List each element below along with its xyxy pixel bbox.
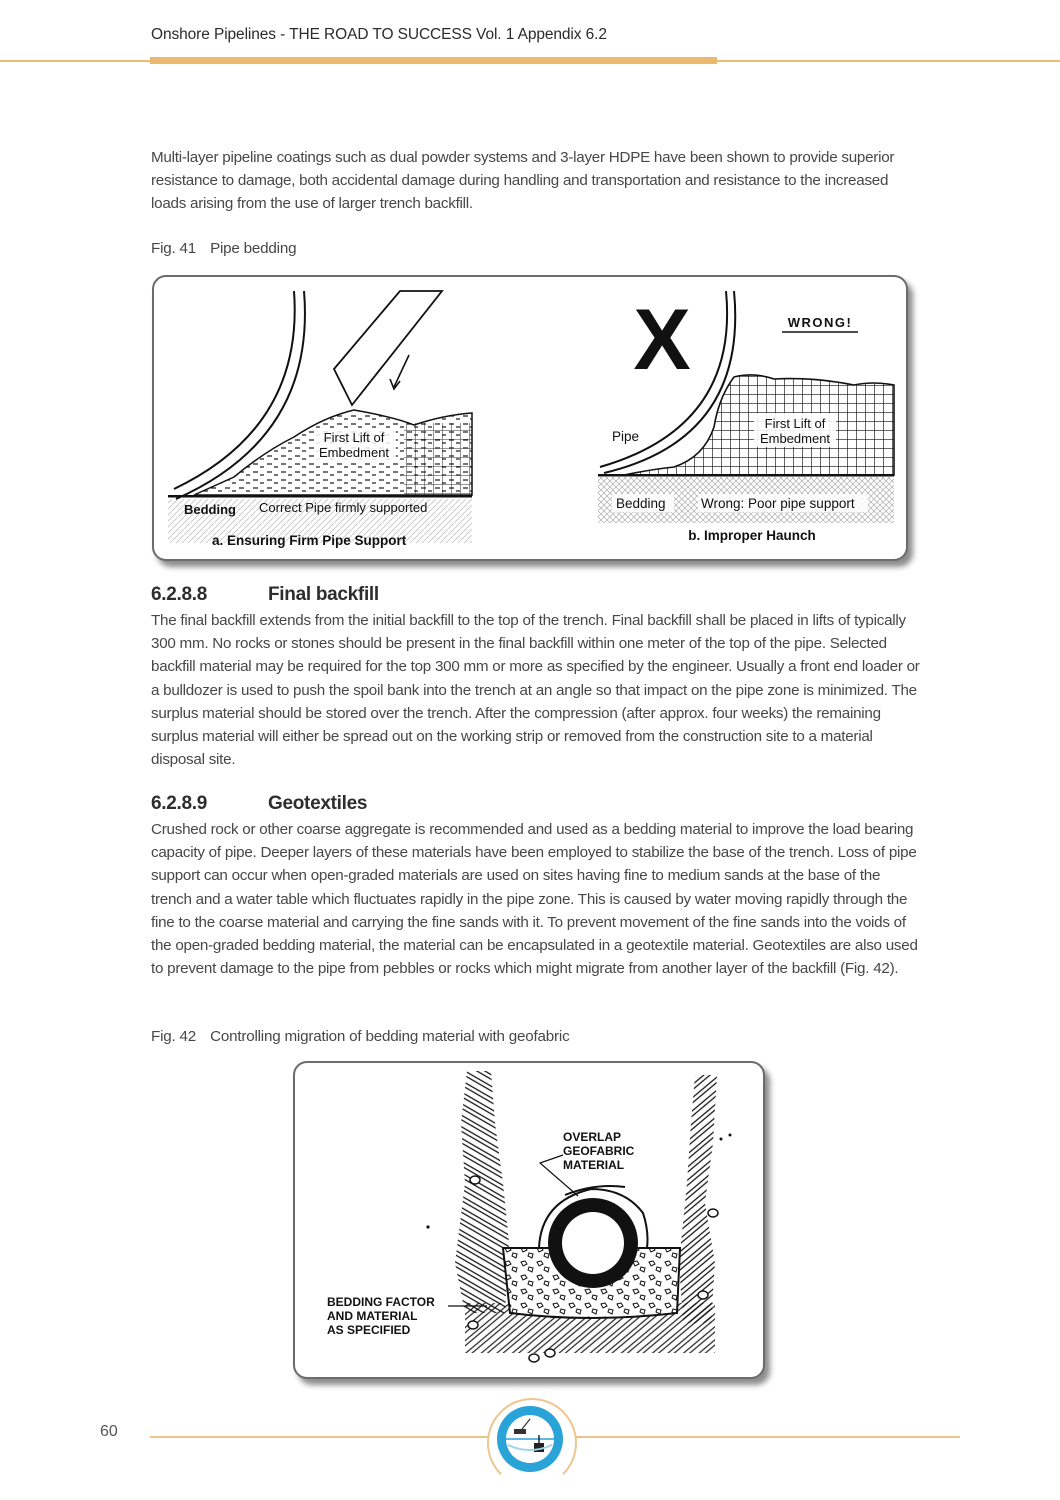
final-backfill-body: The final backfill extends from the initial backfill to the top of the trench. Final backfill shall be placed in lifts of typically 300 mm. No rocks or stones should be present in the final backfill within one meter of the top of the pipe. Selected backfill material may be required for the top 300 mm or more as specified by the engineer. Usually a front end loader or a bulldozer is used to push the spoil bank into the trench at an angle so that impact on the pipe zone is minimized. The surplus material should be stored over the trench. After the compression (after approx. four weeks) the remaining surplus material will either be spread out on the working strip or removed from the construction site to a material disposal site.: [151, 612, 920, 769]
svg-text:MATERIAL: MATERIAL: [563, 1158, 625, 1172]
wrong-x-mark: X: [633, 292, 691, 388]
panel-b-bedding-label: Bedding: [616, 496, 666, 511]
geofabric-trench-illustration: [295, 1063, 763, 1377]
panel-a-support-label: Correct Pipe firmly supported: [259, 500, 428, 515]
section-title: Final backfill: [268, 584, 379, 605]
panel-a-bedding-label: Bedding: [184, 502, 236, 517]
figure-41-pipe-bedding: [152, 275, 908, 561]
panel-b-embedment-label: First Lift of: [764, 416, 826, 431]
svg-text:AND MATERIAL: AND MATERIAL: [327, 1309, 418, 1323]
section-number: 6.2.8.9: [151, 793, 208, 814]
figure-42-caption: [151, 1028, 569, 1045]
geotextiles-body: Crushed rock or other coarse aggregate is recommended and used as a bedding material to improve the load bearing capacity of pipe. Deeper layers of these materials have been employed to stabilize the base of the trench. Loss of pipe support can occur when open-graded materials are used on sites having fine to medium sands at the base of the trench and a water table which fluctuates rapidly in the pipe zone. This is caused by water moving rapidly through the fine to the coarse material and carrying the fine sands with it. To prevent movement of the fine sands into the voids of the open-graded bedding material, the material can be encapsulated in a geotextile material. Geotextiles are also used to prevent damage to the pipe from pebbles or rocks which might migrate from another layer of the backfill (Fig. 42).: [151, 821, 918, 978]
pipe-bedding-illustration: [154, 277, 906, 559]
panel-a-title: a. Ensuring Firm Pipe Support: [212, 533, 407, 548]
wrong-label: WRONG!: [787, 315, 853, 330]
bedding-factor-label: BEDDING FACTOR: [327, 1295, 435, 1309]
section-heading-geotextiles: [151, 793, 367, 815]
intro-paragraph: Multi-layer pipeline coatings such as dual powder systems and 3-layer HDPE have been shown to provide superior resistance to damage, both accidental damage during handling and transportation and resistance to the increased loads arising from the use of larger trench backfill.: [151, 149, 895, 213]
svg-text:GEOFABRIC: GEOFABRIC: [563, 1144, 635, 1158]
figure-caption-text: Controlling migration of bedding material with geofabric: [210, 1028, 570, 1045]
figure-number: Fig. 41: [151, 240, 197, 257]
figure-caption-text: Pipe bedding: [210, 240, 297, 257]
ipla-seal-logo-icon: [496, 1405, 564, 1473]
svg-text:Embedment: Embedment: [759, 431, 831, 446]
page-number: 60: [100, 1423, 118, 1440]
section-heading-final-backfill: [151, 584, 379, 606]
figure-41-caption: [151, 240, 296, 257]
footer-rule-left: [150, 1436, 490, 1438]
svg-text:AS SPECIFIED: AS SPECIFIED: [327, 1323, 411, 1337]
panel-b-support-label: Wrong: Poor pipe support: [701, 496, 855, 511]
section-number: 6.2.8.8: [151, 584, 208, 605]
panel-b-title: b. Improper Haunch: [688, 528, 816, 543]
overlap-label: OVERLAP: [563, 1130, 622, 1144]
section-title: Geotextiles: [268, 793, 368, 814]
running-header: Onshore Pipelines - THE ROAD TO SUCCESS Vol. 1 Appendix 6.2: [151, 26, 607, 43]
pipe-label: Pipe: [612, 429, 640, 444]
footer-rule-right: [570, 1436, 960, 1438]
svg-text:Embedment: Embedment: [318, 445, 390, 460]
header-accent-bar: [150, 57, 717, 64]
figure-42-geofabric: [293, 1061, 765, 1379]
panel-a-embedment-label: First Lift of: [323, 430, 385, 445]
figure-number: Fig. 42: [151, 1028, 197, 1045]
